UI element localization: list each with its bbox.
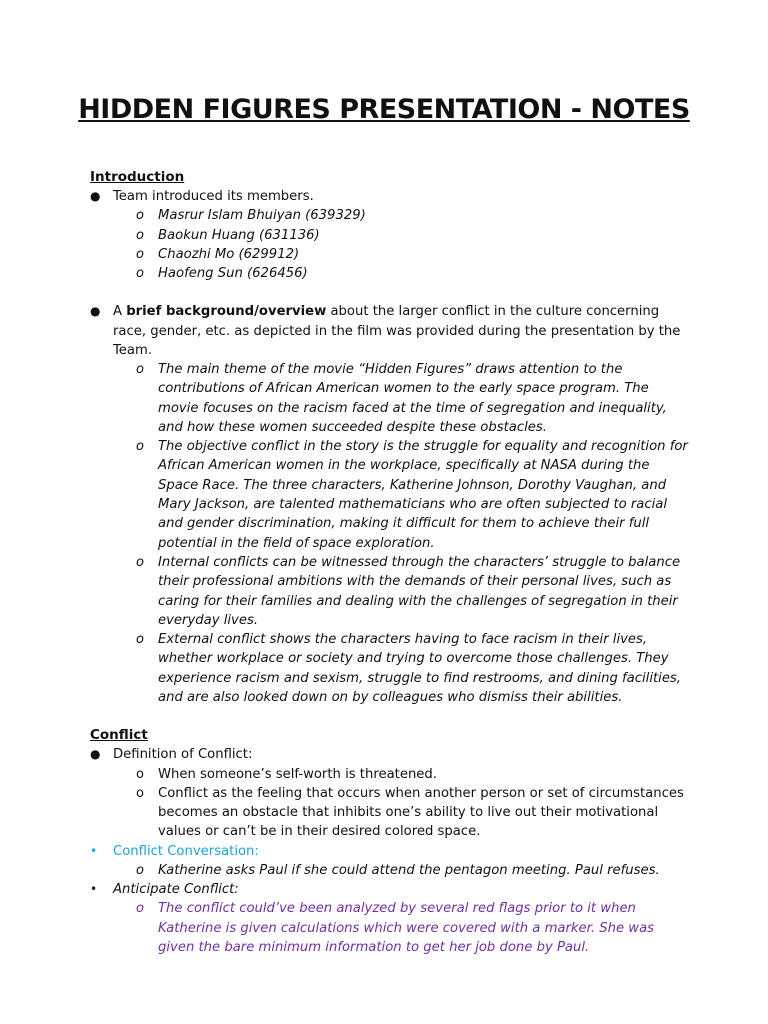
circle-bullet-icon: o — [136, 227, 144, 243]
member-name: Chaozhi Mo (629912) — [158, 246, 300, 262]
background-point — [113, 553, 690, 630]
definition-point — [113, 765, 690, 784]
members-list — [113, 206, 690, 283]
background-bold-text: brief background/overview — [126, 304, 327, 320]
member-item — [113, 226, 690, 245]
point-text: Conflict as the feeling that occurs when another person or set of circumstances becomes an obstacle that inhibits one’s ability to live out their motivational values or can’t be in their desired colored space. — [158, 785, 684, 840]
point-text: The objective conflict in the story is the struggle for equality and recognition for African American women in the workplace, specifically at NASA during the Space Race. The three characters, Katherine Johnson, Dorothy Vaughan, and Mary Jackson, are talented mathematicians who are often subjected to racial and gender discrimination, making it difficult for them to achieve their full potential in the field of space exploration. — [158, 439, 688, 551]
conflict-list — [90, 745, 690, 957]
definition-point — [113, 784, 690, 842]
circle-bullet-icon: o — [136, 554, 144, 570]
background-point — [113, 437, 690, 553]
circle-bullet-icon: o — [136, 785, 144, 801]
introduction-list — [90, 187, 690, 707]
point-text: The main theme of the movie “Hidden Figures” draws attention to the contributions of African American women to the early space program. The movie focuses on the racism faced at the time of segregation and inequality, and how these women succeeded despite these obstacles. — [158, 362, 667, 435]
list-item — [90, 880, 690, 957]
spacer — [90, 283, 690, 302]
circle-bullet-icon: o — [136, 632, 144, 648]
members-intro-text: Team introduced its members. — [113, 189, 314, 204]
list-item — [90, 842, 690, 881]
anticipate-point — [113, 899, 690, 957]
circle-bullet-icon: o — [136, 901, 144, 917]
point-text: Katherine asks Paul if she could attend the pentagon meeting. Paul refuses. — [158, 862, 660, 878]
definition-label: Definition of Conflict: — [113, 747, 253, 763]
list-item — [90, 187, 690, 283]
background-text: about the larger conflict in the culture concerning race, gender, etc. as depicted in the film was provided during the presentation by the Team. — [113, 304, 681, 358]
member-name: Haofeng Sun (626456) — [158, 266, 308, 282]
circle-bullet-icon: o — [136, 766, 144, 782]
point-text: When someone’s self-worth is threatened. — [158, 766, 437, 782]
member-item — [113, 245, 690, 264]
bullet-icon: • — [90, 843, 98, 858]
definition-points — [113, 765, 690, 842]
background-prefix: A — [113, 304, 127, 320]
point-text: Internal conflicts can be witnessed through the characters’ struggle to balance their professional ambitions with the demands of their personal lives, such as caring for their families and dealing with the challenges of segregation in their everyday lives. — [158, 554, 681, 628]
bullet-icon: ● — [90, 747, 101, 762]
member-item — [113, 206, 690, 225]
bullet-icon: ● — [90, 189, 101, 203]
background-points — [113, 360, 690, 707]
circle-bullet-icon: o — [136, 362, 144, 377]
introduction-heading: Introduction — [90, 169, 185, 185]
conversation-point — [113, 861, 690, 880]
conversation-points — [113, 861, 690, 880]
list-item — [90, 302, 690, 707]
background-point — [113, 360, 690, 437]
point-text: The conflict could’ve been analyzed by several red flags prior to it when Katherine is given calculations which were covered with a marker. She was given the bare minimum information to get her job done by Paul. — [158, 901, 655, 956]
member-item — [113, 264, 690, 283]
conflict-heading: Conflict — [90, 727, 148, 744]
bullet-icon: • — [90, 882, 98, 897]
conversation-label: Conflict Conversation: — [113, 843, 259, 859]
circle-bullet-icon: o — [136, 862, 144, 878]
background-point — [113, 630, 690, 707]
point-text: External conflict shows the characters having to face racism in their lives, whether workplace or society and trying to overcome those challenges. They experience racism and sexism, struggle to find restrooms, and dining facilities, and are also looked down on by colleagues who dismiss their abilities. — [158, 632, 681, 706]
circle-bullet-icon: o — [136, 266, 144, 282]
anticipate-points — [113, 899, 690, 957]
circle-bullet-icon: o — [136, 208, 144, 224]
bullet-icon: ● — [90, 304, 101, 319]
list-item — [90, 745, 690, 841]
anticipate-label: Anticipate Conflict: — [113, 882, 239, 898]
document-title: HIDDEN FIGURES PRESENTATION - NOTES — [78, 94, 690, 125]
member-name: Baokun Huang (631136) — [158, 227, 320, 243]
document-body — [90, 167, 690, 957]
circle-bullet-icon: o — [136, 246, 144, 262]
spacer — [90, 707, 690, 725]
circle-bullet-icon: o — [136, 439, 144, 455]
member-name: Masrur Islam Bhuiyan (639329) — [158, 208, 366, 224]
